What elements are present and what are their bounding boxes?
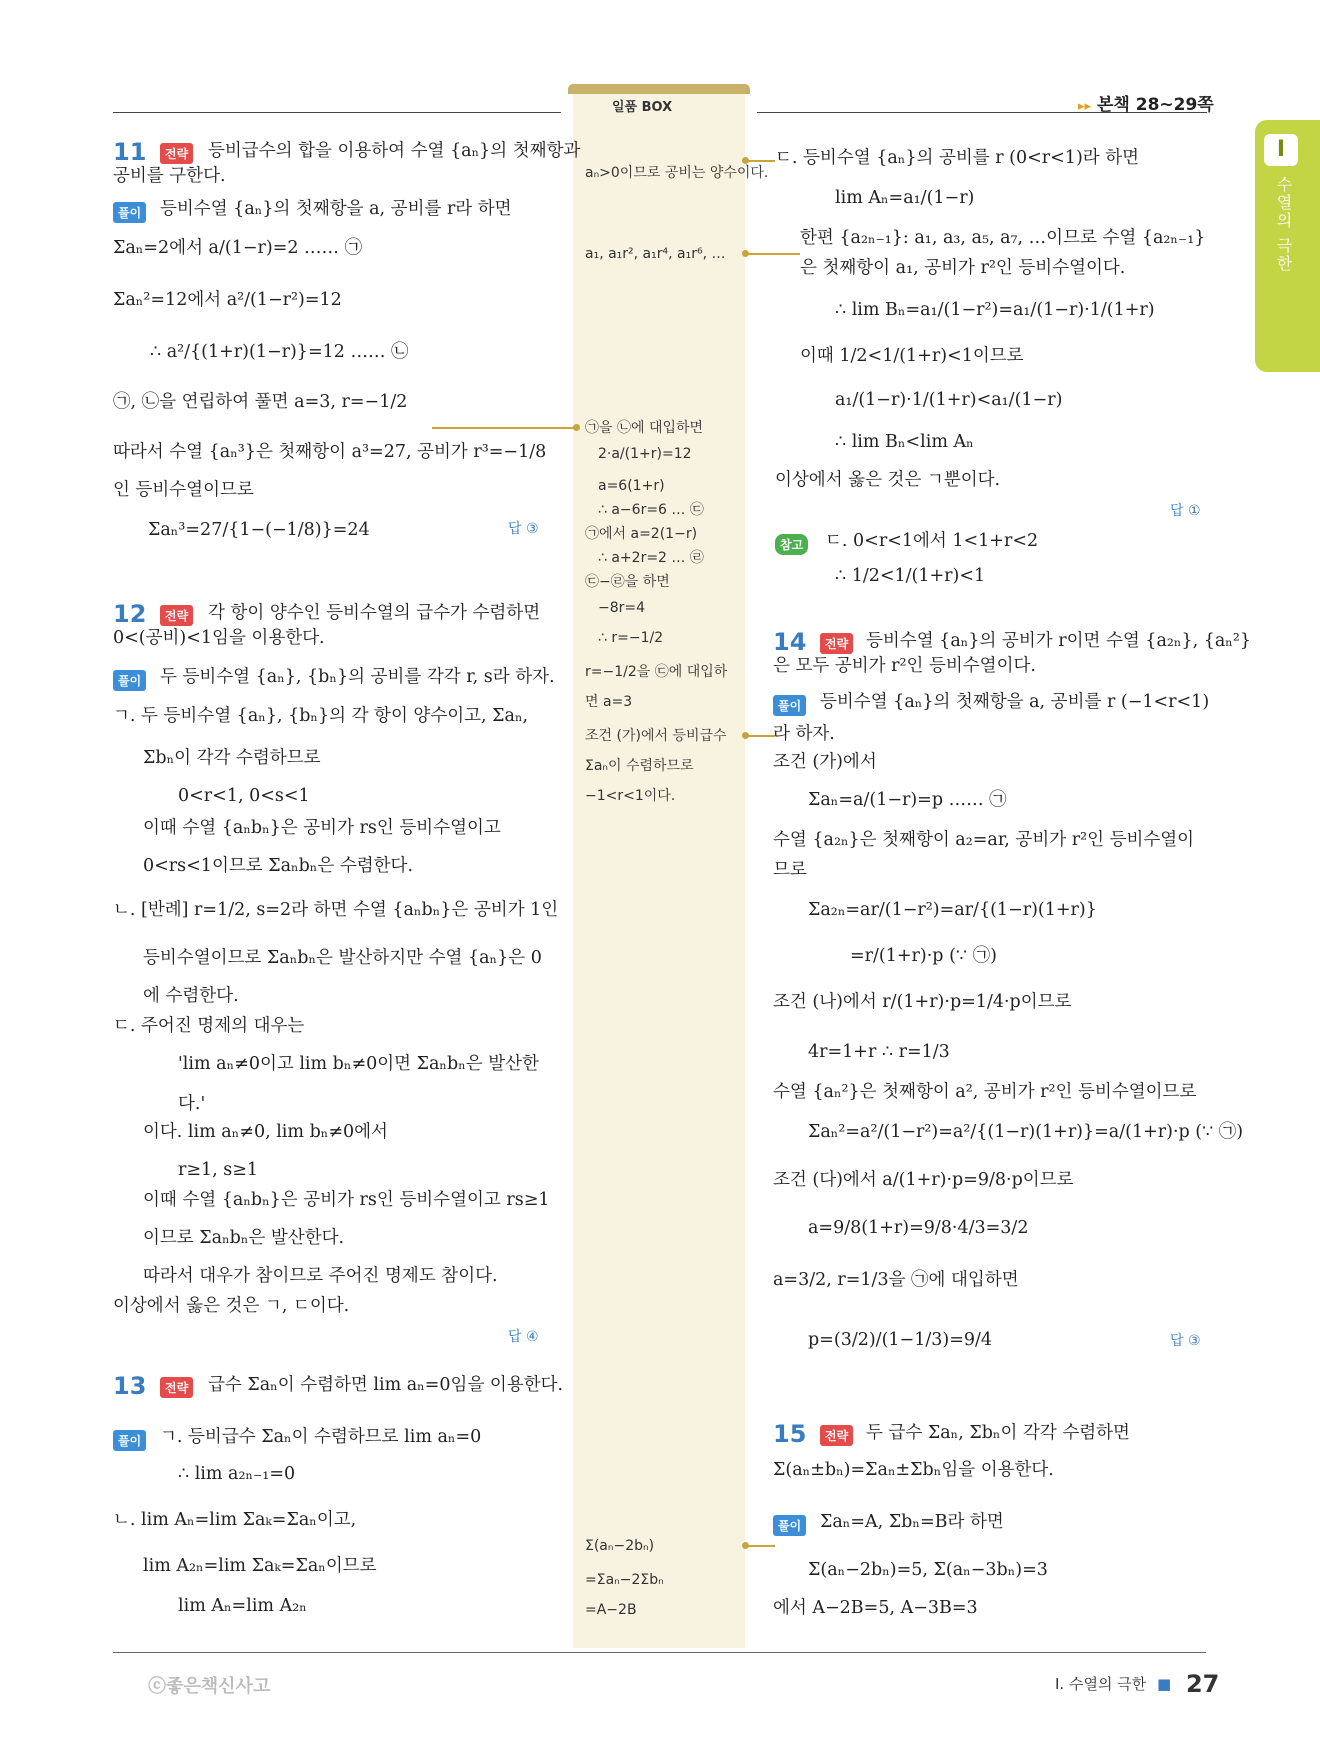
header-rule-left — [113, 112, 561, 113]
connector-line — [432, 427, 578, 429]
text-line: ㄴ. lim Aₙ=lim Σaₖ=Σaₙ이고, — [113, 1510, 357, 1530]
text-line: ∴ lim Bₙ=a₁/(1−r²)=a₁/(1−r)·1/(1+r) — [835, 300, 1155, 320]
text-line: Σbₙ이 각각 수렴하므로 — [143, 748, 321, 768]
text-line: p=(3/2)/(1−1/3)=9/4 — [808, 1330, 993, 1350]
text-line: ∴ a²/{(1+r)(1−r)}=12 …… ㉡ — [150, 342, 409, 362]
text-line: −1<r<1이다. — [585, 788, 676, 804]
text-line: ∴ lim a₂ₙ₋₁=0 — [178, 1464, 296, 1484]
text-line: ∴ r=−1/2 — [598, 630, 664, 646]
text-line: 이다. lim aₙ≠0, lim bₙ≠0에서 — [143, 1122, 388, 1142]
text-line: 등비수열 {aₙ}의 첫째항을 a, 공비를 r라 하면 — [160, 199, 512, 219]
footer-bullet-icon: ■ — [1156, 1675, 1172, 1693]
text-line: 다.' — [178, 1094, 206, 1114]
connector-dot — [742, 250, 749, 257]
text-line: 이때 수열 {aₙbₙ}은 공비가 rs인 등비수열이고 rs≥1 — [143, 1190, 550, 1210]
page-footer — [1055, 1670, 1219, 1698]
connector-line — [745, 735, 775, 737]
text-line: =r/(1+r)·p (∵ ㉠) — [850, 946, 997, 966]
text-line: 은 첫째항이 a₁, 공비가 r²인 등비수열이다. — [800, 258, 1126, 278]
connector-dot — [742, 157, 749, 164]
text-line: 급수 Σaₙ이 수렴하면 lim aₙ=0임을 이용한다. — [208, 1375, 564, 1395]
page-number: 27 — [1185, 1670, 1220, 1698]
box-ribbon — [568, 84, 750, 94]
label-badge: 전략 — [820, 1425, 853, 1446]
text-line: 이상에서 옳은 것은 ㄱ, ㄷ이다. — [113, 1296, 350, 1316]
text-line: 0<r<1, 0<s<1 — [178, 786, 310, 806]
text-line: ㄴ. [반례] r=1/2, s=2라 하면 수열 {aₙbₙ}은 공비가 1인 — [113, 900, 559, 920]
text-line: 이므로 Σaₙbₙ은 발산한다. — [143, 1228, 345, 1248]
text-line: 각 항이 양수인 등비수열의 급수가 수렴하면 — [208, 603, 541, 623]
text-line: ㄷ. 0<r<1에서 1<1+r<2 — [825, 531, 1039, 551]
footer-chapter: I. 수열의 극한 — [1055, 1675, 1147, 1693]
answer-mark: 답 ③ — [508, 521, 539, 537]
publisher-mark: ⓒ좋은책신사고 — [148, 1676, 271, 1697]
text-line: a=3/2, r=1/3을 ㉠에 대입하면 — [773, 1270, 1019, 1290]
text-line: Σ(aₙ−2bₙ)=5, Σ(aₙ−3bₙ)=3 — [808, 1560, 1048, 1580]
problem-number: 14 — [773, 628, 807, 656]
chapter-roman: I — [1264, 134, 1298, 166]
text-line: a₁, a₁r², a₁r⁴, a₁r⁶, … — [585, 246, 726, 262]
text-line: =A−2B — [585, 1602, 637, 1618]
text-line: r=−1/2을 ㉢에 대입하 — [585, 664, 728, 680]
text-line: lim Aₙ=a₁/(1−r) — [835, 188, 975, 208]
text-line: 조건 (가)에서 — [773, 752, 877, 772]
connector-dot — [742, 732, 749, 739]
text-line: 수열 {aₙ²}은 첫째항이 a², 공비가 r²인 등비수열이므로 — [773, 1082, 1197, 1102]
label-badge: 전략 — [160, 1377, 193, 1398]
text-line: lim A₂ₙ=lim Σaₖ=Σaₙ이므로 — [143, 1556, 377, 1576]
label-badge: 풀이 — [113, 670, 146, 691]
text-line: 에 수렴한다. — [143, 986, 239, 1006]
connector-dot — [573, 424, 580, 431]
text-line: 조건 (가)에서 등비급수 — [585, 728, 727, 744]
text-line: 라 하자. — [773, 724, 835, 744]
text-line: 이때 1/2<1/(1+r)<1이므로 — [800, 346, 1024, 366]
footer-rule — [113, 1652, 1206, 1653]
label-badge: 참고 — [775, 534, 808, 555]
answer-mark: 답 ③ — [1170, 1333, 1201, 1349]
text-line: 4r=1+r ∴ r=1/3 — [808, 1042, 950, 1062]
label-badge: 풀이 — [773, 695, 806, 716]
text-line: a₁/(1−r)·1/(1+r)<a₁/(1−r) — [835, 390, 1063, 410]
text-line: ∴ a−6r=6 … ㉢ — [598, 502, 704, 518]
label-badge: 풀이 — [113, 1430, 146, 1451]
text-line: ㄱ. 두 등비수열 {aₙ}, {bₙ}의 각 항이 양수이고, Σaₙ, — [113, 706, 529, 726]
text-line: ㉠에서 a=2(1−r) — [585, 526, 698, 542]
label-badge: 풀이 — [773, 1515, 806, 1536]
book-reference — [1078, 90, 1214, 115]
box-label — [612, 96, 672, 115]
answer-mark: 답 ④ — [508, 1329, 539, 1345]
text-line: Σaₙ²=a²/(1−r²)=a²/{(1−r)(1+r)}=a/(1+r)·p (∵ ㉠) — [808, 1122, 1244, 1142]
text-line: ㉠을 ㉡에 대입하면 — [585, 420, 704, 436]
text-line: 2·a/(1+r)=12 — [598, 446, 692, 462]
text-line: 이때 수열 {aₙbₙ}은 공비가 rs인 등비수열이고 — [143, 818, 501, 838]
text-line: Σaₙ³=27/{1−(−1/8)}=24 — [148, 520, 370, 540]
text-line: 조건 (다)에서 a/(1+r)·p=9/8·p이므로 — [773, 1170, 1074, 1190]
text-line: 'lim aₙ≠0이고 lim bₙ≠0이면 Σaₙbₙ은 발산한 — [178, 1054, 539, 1074]
connector-dot — [742, 1542, 749, 1549]
text-line: 따라서 대우가 참이므로 주어진 명제도 참이다. — [143, 1266, 498, 1286]
text-line: ㉠, ㉡을 연립하여 풀면 a=3, r=−1/2 — [113, 392, 408, 412]
connector-line — [745, 1545, 775, 1547]
problem-number: 11 — [113, 138, 147, 166]
text-line: −8r=4 — [598, 600, 646, 616]
text-line: ㄷ. 주어진 명제의 대우는 — [113, 1016, 305, 1036]
double-arrow-icon: ▸▸ — [1078, 99, 1092, 114]
text-line: =Σaₙ−2Σbₙ — [585, 1572, 664, 1588]
text-line: Σaₙ=A, Σbₙ=B라 하면 — [820, 1512, 1004, 1532]
text-line: 므로 — [773, 860, 807, 880]
text-line: lim Aₙ=lim A₂ₙ — [178, 1596, 307, 1616]
label-badge: 풀이 — [113, 202, 146, 223]
text-line: 에서 A−2B=5, A−3B=3 — [773, 1598, 978, 1618]
text-line: a=6(1+r) — [598, 478, 665, 494]
text-line: ∴ 1/2<1/(1+r)<1 — [835, 566, 986, 586]
text-line: ∴ lim Bₙ<lim Aₙ — [835, 432, 974, 452]
book-reference-text: 본책 28~29쪽 — [1096, 95, 1214, 115]
center-note-column — [573, 92, 745, 1648]
text-line: 면 a=3 — [585, 694, 633, 710]
text-line: Σaₙ=a/(1−r)=p …… ㉠ — [808, 790, 1007, 810]
connector-line — [745, 160, 775, 162]
answer-mark: 답 ① — [1170, 503, 1201, 519]
text-line: 한편 {a₂ₙ₋₁}: a₁, a₃, a₅, a₇, …이므로 수열 {a₂ₙ₋₁} — [800, 228, 1206, 248]
problem-number: 12 — [113, 600, 147, 628]
text-line: 0<(공비)<1임을 이용한다. — [113, 628, 325, 648]
text-line: Σaₙ²=12에서 a²/(1−r²)=12 — [113, 290, 342, 310]
text-line: 등비수열 {aₙ}의 첫째항을 a, 공비를 r (−1<r<1) — [820, 692, 1210, 712]
text-line: 수열 {a₂ₙ}은 첫째항이 a₂=ar, 공비가 r²인 등비수열이 — [773, 830, 1195, 850]
text-line: Σ(aₙ±bₙ)=Σaₙ±Σbₙ임을 이용한다. — [773, 1460, 1054, 1480]
problem-number: 15 — [773, 1420, 807, 1448]
problem-number: 13 — [113, 1372, 147, 1400]
text-line: ∴ a+2r=2 … ㉣ — [598, 550, 704, 566]
box-label-text: 일품 BOX — [612, 100, 673, 115]
text-line: Σaₙ=2에서 a/(1−r)=2 …… ㉠ — [113, 238, 363, 258]
text-line: Σa₂ₙ=ar/(1−r²)=ar/{(1−r)(1+r)} — [808, 900, 1097, 920]
text-line: 두 등비수열 {aₙ}, {bₙ}의 공비를 각각 r, s라 하자. — [160, 667, 555, 687]
text-line: aₙ>0이므로 공비는 양수이다. — [585, 165, 769, 181]
connector-line — [745, 253, 800, 255]
text-line: 은 모두 공비가 r²인 등비수열이다. — [773, 656, 1036, 676]
text-line: 조건 (나)에서 r/(1+r)·p=1/4·p이므로 — [773, 992, 1072, 1012]
text-line: 등비수열이므로 Σaₙbₙ은 발산하지만 수열 {aₙ}은 0 — [143, 948, 542, 968]
text-line: Σaₙ이 수렴하므로 — [585, 758, 694, 774]
label-badge: 전략 — [160, 605, 193, 626]
text-line: ㉢−㉣을 하면 — [585, 574, 670, 590]
text-line: a=9/8(1+r)=9/8·4/3=3/2 — [808, 1218, 1029, 1238]
text-line: 이상에서 옳은 것은 ㄱ뿐이다. — [775, 470, 1001, 490]
text-line: 인 등비수열이므로 — [113, 480, 254, 500]
text-line: 두 급수 Σaₙ, Σbₙ이 각각 수렴하면 — [866, 1423, 1130, 1443]
text-line: 따라서 수열 {aₙ³}은 첫째항이 a³=27, 공비가 r³=−1/8 — [113, 442, 547, 462]
label-badge: 전략 — [160, 143, 193, 164]
text-line: 등비급수의 합을 이용하여 수열 {aₙ}의 첫째항과 — [208, 141, 581, 161]
text-line: 등비수열 {aₙ}의 공비가 r이면 수열 {a₂ₙ}, {aₙ²} — [866, 631, 1252, 651]
text-line: r≥1, s≥1 — [178, 1160, 259, 1180]
text-line: 0<rs<1이므로 Σaₙbₙ은 수렴한다. — [143, 856, 414, 876]
text-line: 공비를 구한다. — [113, 166, 226, 186]
label-badge: 전략 — [820, 633, 853, 654]
text-line: Σ(aₙ−2bₙ) — [585, 1538, 655, 1554]
chapter-title-vertical: 수열의 극한 — [1274, 176, 1293, 274]
text-line: ㄷ. 등비수열 {aₙ}의 공비를 r (0<r<1)라 하면 — [775, 148, 1140, 168]
text-line: ㄱ. 등비급수 Σaₙ이 수렴하므로 lim aₙ=0 — [160, 1427, 482, 1447]
